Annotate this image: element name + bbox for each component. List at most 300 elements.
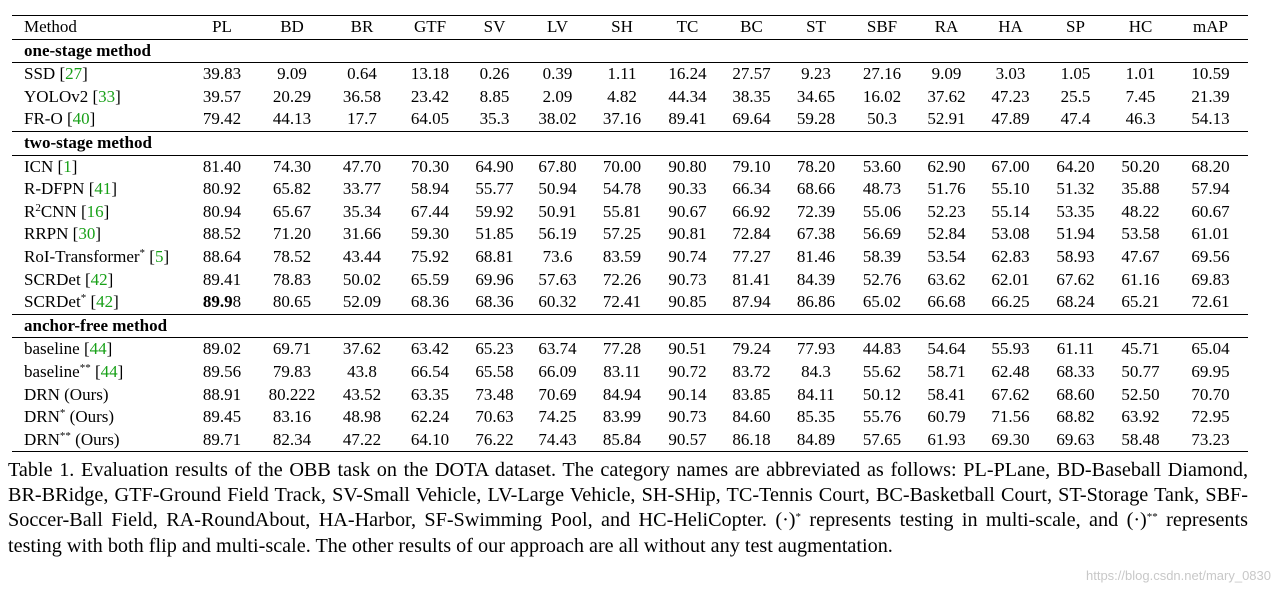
section-header-row xyxy=(12,131,1248,155)
value-cell: 69.96 xyxy=(475,269,514,289)
method-name: SCRDet xyxy=(24,292,81,312)
column-header: LV xyxy=(526,16,589,40)
value-cell: 69.56 xyxy=(1191,246,1230,266)
section-header-row xyxy=(12,39,1248,63)
value-cell: 65.02 xyxy=(862,292,902,312)
value-cell: 77.28 xyxy=(602,339,642,359)
value-cell: 55.76 xyxy=(862,407,902,427)
value-cell: 67.62 xyxy=(1056,269,1095,289)
value-cell: 50.91 xyxy=(538,201,577,221)
value-cell: 72.84 xyxy=(732,224,771,244)
value-cell: 4.82 xyxy=(607,86,637,106)
value-cell: 83.11 xyxy=(603,361,641,381)
column-header: TC xyxy=(655,16,720,40)
value-cell: 72.61 xyxy=(1191,292,1230,312)
value-cell: 83.59 xyxy=(602,246,642,266)
method-name-cell: RRPN [30] xyxy=(24,224,102,244)
method-superscript: ** xyxy=(79,361,91,374)
value-cell: 52.50 xyxy=(1121,384,1160,404)
value-cell: 90.14 xyxy=(668,384,707,404)
value-cell: 62.83 xyxy=(991,246,1030,266)
citation: 5 xyxy=(154,246,164,266)
value-cell: 46.3 xyxy=(1125,109,1156,129)
table-row xyxy=(12,108,1248,131)
method-name-cell: baseline [44] xyxy=(24,339,113,359)
value-cell: 9.09 xyxy=(277,64,307,84)
table-row xyxy=(12,86,1248,109)
value-cell: 33.77 xyxy=(342,179,382,199)
method-name-cell: ICN [1] xyxy=(24,156,78,176)
citation: 1 xyxy=(63,156,72,176)
value-cell: 83.72 xyxy=(732,361,771,381)
value-cell: 72.39 xyxy=(796,201,836,221)
value-cell: 2.09 xyxy=(542,86,573,106)
value-cell: 21.39 xyxy=(1191,86,1230,106)
value-cell: 69.64 xyxy=(732,109,771,129)
value-cell: 27.16 xyxy=(862,64,902,84)
value-cell: 0.26 xyxy=(479,64,510,84)
value-cell: 52.09 xyxy=(342,292,382,312)
value-cell: 55.93 xyxy=(991,339,1030,359)
table-row xyxy=(12,246,1248,269)
method-name: DRN xyxy=(24,429,60,449)
value-cell: 63.35 xyxy=(410,384,450,404)
value-cell: 55.10 xyxy=(991,179,1030,199)
value-cell: 66.54 xyxy=(410,361,450,381)
column-header: PL xyxy=(187,16,257,40)
citation: 44 xyxy=(100,361,118,381)
value-cell: 47.70 xyxy=(342,156,382,176)
value-cell: 73.23 xyxy=(1173,429,1248,452)
column-header: RA xyxy=(915,16,978,40)
value-cell: 89.71 xyxy=(187,429,257,452)
value-cell: 81.40 xyxy=(202,156,242,176)
table-row xyxy=(12,291,1248,314)
value-cell: 47.4 xyxy=(1060,109,1091,129)
value-cell: 68.60 xyxy=(1056,384,1095,404)
column-header: SBF xyxy=(849,16,915,40)
column-header: SH xyxy=(589,16,655,40)
value-cell: 70.70 xyxy=(1191,384,1230,404)
caption-notation-sup: * xyxy=(795,511,802,524)
section-title: one-stage method xyxy=(12,39,1248,63)
value-cell: 38.02 xyxy=(538,109,577,129)
value-cell: 58.94 xyxy=(410,179,450,199)
method-name-cell: RoI-Transformer* [5] xyxy=(24,246,170,266)
citation: 27 xyxy=(65,64,83,84)
value-cell: 78.20 xyxy=(796,156,836,176)
column-header: SP xyxy=(1043,16,1108,40)
value-cell: 80.222 xyxy=(268,384,316,404)
value-cell: 90.81 xyxy=(668,224,707,244)
value-cell: 10.59 xyxy=(1191,64,1230,84)
value-cell: 84.3 xyxy=(801,361,831,381)
value-cell: 89.41 xyxy=(202,269,242,289)
value-cell: 69.71 xyxy=(272,339,312,359)
value-rest-part: 8 xyxy=(232,292,242,312)
value-cell: 83.85 xyxy=(732,384,771,404)
table-row xyxy=(12,201,1248,224)
value-cell: 64.05 xyxy=(410,109,450,129)
value-cell: 62.90 xyxy=(927,156,966,176)
value-cell: 55.77 xyxy=(475,179,514,199)
value-cell: 65.21 xyxy=(1121,292,1160,312)
value-cell: 57.65 xyxy=(849,429,915,452)
value-cell: 68.36 xyxy=(410,292,450,312)
value-cell: 57.25 xyxy=(602,224,642,244)
value-cell: 90.85 xyxy=(668,292,707,312)
value-cell: 67.00 xyxy=(991,156,1030,176)
value-cell: 58.48 xyxy=(1108,429,1173,452)
value-cell: 55.62 xyxy=(862,361,902,381)
table-row xyxy=(12,384,1248,407)
method-name-cell: R-DFPN [41] xyxy=(24,179,118,199)
value-cell: 25.5 xyxy=(1060,86,1091,106)
value-cell: 80.94 xyxy=(202,201,242,221)
method-suffix: (Ours) xyxy=(70,429,120,449)
value-cell: 43.44 xyxy=(342,246,382,266)
value-cell: 52.76 xyxy=(862,269,902,289)
table-row xyxy=(12,269,1248,292)
value-cell: 35.34 xyxy=(342,201,382,221)
value-cell: 90.67 xyxy=(668,201,707,221)
column-header: BD xyxy=(257,16,327,40)
method-name-cell: YOLOv2 [33] xyxy=(24,86,121,106)
value-cell: 53.35 xyxy=(1056,201,1095,221)
caption-notation: (·) xyxy=(1126,509,1147,532)
table-row xyxy=(12,178,1248,201)
table-row xyxy=(12,406,1248,429)
method-name: baseline xyxy=(24,339,84,359)
results-table xyxy=(12,15,1248,452)
value-cell: 69.63 xyxy=(1043,429,1108,452)
method-superscript: * xyxy=(80,292,87,305)
value-cell: 59.28 xyxy=(796,109,836,129)
table-caption xyxy=(8,458,1248,559)
value-cell: 72.41 xyxy=(602,292,642,312)
watermark: https://blog.csdn.net/mary_0830 xyxy=(1085,568,1271,583)
value-cell: 70.30 xyxy=(410,156,450,176)
value-cell: 51.32 xyxy=(1056,179,1095,199)
value-cell: 3.03 xyxy=(995,64,1026,84)
value-cell: 74.25 xyxy=(538,407,577,427)
value-cell: 38.35 xyxy=(732,86,771,106)
value-cell: 50.77 xyxy=(1121,361,1160,381)
value-cell: 34.65 xyxy=(796,86,836,106)
value-cell: 90.51 xyxy=(668,339,707,359)
value-cell: 66.09 xyxy=(538,361,577,381)
value-cell: 35.3 xyxy=(479,109,510,129)
value-cell: 61.01 xyxy=(1191,224,1230,244)
value-cell: 53.60 xyxy=(862,156,902,176)
value-cell: 85.35 xyxy=(796,407,836,427)
value-cell: 13.18 xyxy=(410,64,450,84)
value-cell: 53.08 xyxy=(991,224,1030,244)
value-cell: 23.42 xyxy=(410,86,450,106)
method-suffix xyxy=(91,362,95,381)
value-cell: 45.71 xyxy=(1121,339,1160,359)
method-name: SSD xyxy=(24,64,60,84)
value-cell: 53.54 xyxy=(927,246,966,266)
column-header: GTF xyxy=(397,16,463,40)
method-name: baseline xyxy=(24,361,80,381)
value-cell: 58.71 xyxy=(927,361,966,381)
citation: 41 xyxy=(94,179,112,199)
value-cell: 1.05 xyxy=(1060,64,1091,84)
caption-text: represents testing in multi-scale, and xyxy=(801,509,1127,532)
method-name-cell: baseline** [44] xyxy=(24,361,124,381)
value-cell: 83.99 xyxy=(602,407,642,427)
value-cell: 84.60 xyxy=(732,407,771,427)
value-cell: 43.52 xyxy=(342,384,382,404)
value-cell: 55.14 xyxy=(991,201,1030,221)
value-cell: 68.20 xyxy=(1191,156,1230,176)
value-cell: 17.7 xyxy=(347,109,377,129)
method-name-cell xyxy=(12,406,187,429)
method-suffix xyxy=(145,247,149,266)
method-name: DRN (Ours) xyxy=(24,384,109,404)
method-name-cell: FR-O [40] xyxy=(24,109,96,129)
value-cell: 70.63 xyxy=(475,407,514,427)
value-cell: 89.02 xyxy=(202,339,242,359)
method-suffix: (Ours) xyxy=(65,407,115,427)
method-superscript: ** xyxy=(59,429,71,442)
value-cell: 67.38 xyxy=(796,224,836,244)
value-cell xyxy=(187,291,257,314)
value-cell: 66.34 xyxy=(732,179,771,199)
value-cell: 90.80 xyxy=(668,156,707,176)
value-cell: 87.94 xyxy=(732,292,771,312)
value-cell: 78.52 xyxy=(272,246,312,266)
value-cell: 71.56 xyxy=(991,407,1030,427)
table-row xyxy=(12,155,1248,178)
value-cell: 0.39 xyxy=(542,64,573,84)
value-cell: 84.39 xyxy=(796,269,836,289)
table-header-row xyxy=(12,16,1248,40)
value-cell: 63.74 xyxy=(538,339,577,359)
value-cell: 39.83 xyxy=(202,64,242,84)
table-row xyxy=(12,63,1248,86)
value-cell: 79.24 xyxy=(732,339,771,359)
value-cell: 89.41 xyxy=(668,109,707,129)
section-title: two-stage method xyxy=(12,131,1248,155)
citation: 44 xyxy=(89,339,107,359)
method-suffix: CNN xyxy=(40,201,81,221)
citation: 42 xyxy=(90,269,108,289)
value-cell: 1.11 xyxy=(607,64,637,84)
value-cell: 52.91 xyxy=(927,109,966,129)
method-name: RoI-Transformer xyxy=(24,246,140,266)
method-name: DRN xyxy=(24,407,60,427)
value-cell: 65.23 xyxy=(475,339,514,359)
value-cell: 35.88 xyxy=(1121,179,1160,199)
value-cell: 81.41 xyxy=(732,269,771,289)
column-header: SV xyxy=(463,16,526,40)
value-cell: 62.01 xyxy=(991,269,1030,289)
value-cell: 62.24 xyxy=(410,407,450,427)
column-header: HC xyxy=(1108,16,1173,40)
value-cell: 56.19 xyxy=(538,224,577,244)
value-cell: 37.62 xyxy=(927,86,966,106)
value-cell: 47.89 xyxy=(991,109,1030,129)
value-cell: 73.6 xyxy=(542,246,573,266)
value-cell: 65.82 xyxy=(272,179,312,199)
value-cell: 89.45 xyxy=(202,407,242,427)
value-cell: 58.93 xyxy=(1056,246,1095,266)
method-name: SCRDet xyxy=(24,269,85,289)
column-header: BC xyxy=(720,16,783,40)
value-cell: 86.18 xyxy=(720,429,783,452)
value-cell: 84.94 xyxy=(602,384,642,404)
citation: 16 xyxy=(86,201,104,221)
value-cell: 64.10 xyxy=(397,429,463,452)
caption-text: Table 1. Evaluation results of the OBB task on the DOTA dataset. The category names are abbreviated as follows: PL-PLane, BD-Baseball Diamond, BR-BRidge, GTF-Ground Field Track, SV-Small Vehicle, LV-Large Vehicle, SH-SHip, TC-Tennis Court, BC-Basketball Court, ST-Storage Tank, SBF-Soccer-Ball Field, RA-RoundAbout, HA-Harbor, SF-Swimming Pool, and HC-HeliCopter. xyxy=(8,459,1248,532)
value-cell: 77.93 xyxy=(796,339,836,359)
value-cell: 70.69 xyxy=(538,384,577,404)
value-cell: 27.57 xyxy=(732,64,771,84)
section-title: anchor-free method xyxy=(12,314,1248,338)
method-name-cell: $R^2CNN$ [16] xyxy=(24,201,110,221)
value-cell: 47.67 xyxy=(1121,246,1160,266)
results-table-container xyxy=(12,15,1248,452)
value-cell: 44.34 xyxy=(668,86,707,106)
value-cell: 88.91 xyxy=(202,384,242,404)
value-cell: 48.73 xyxy=(862,179,902,199)
value-cell: 65.67 xyxy=(272,201,312,221)
value-cell: 66.25 xyxy=(991,292,1030,312)
value-cell: 16.02 xyxy=(862,86,902,106)
method-superscript: * xyxy=(59,407,66,420)
value-cell: 31.66 xyxy=(342,224,382,244)
value-cell: 77.27 xyxy=(732,246,771,266)
value-cell: 74.43 xyxy=(526,429,589,452)
value-cell: 76.22 xyxy=(463,429,526,452)
value-cell: 71.20 xyxy=(272,224,312,244)
method-name: FR-O xyxy=(24,109,67,129)
value-cell: 61.93 xyxy=(915,429,978,452)
value-cell: 54.78 xyxy=(602,179,642,199)
value-cell: 90.33 xyxy=(668,179,707,199)
value-cell: 59.30 xyxy=(410,224,450,244)
value-cell: 67.62 xyxy=(991,384,1030,404)
value-cell: 79.83 xyxy=(272,361,312,381)
method-name: R xyxy=(24,201,36,221)
table-row xyxy=(12,429,1248,452)
value-cell: 73.48 xyxy=(475,384,514,404)
column-header: BR xyxy=(327,16,397,40)
value-cell: 7.45 xyxy=(1125,86,1156,106)
value-cell: 0.64 xyxy=(347,64,377,84)
method-name-cell: SCRDet* [42] xyxy=(24,292,119,312)
value-cell: 48.98 xyxy=(342,407,382,427)
table-row xyxy=(12,361,1248,384)
value-cell: 79.42 xyxy=(202,109,242,129)
value-cell: 68.81 xyxy=(475,246,514,266)
column-header: mAP xyxy=(1173,16,1248,40)
caption-text: represents testing with both flip and multi-scale. The other results of our approach are all without any test augmentation. xyxy=(8,509,1248,557)
value-cell: 61.16 xyxy=(1121,269,1160,289)
value-cell: 56.69 xyxy=(862,224,902,244)
value-cell: 66.68 xyxy=(927,292,966,312)
value-cell: 84.11 xyxy=(797,384,835,404)
value-cell: 72.95 xyxy=(1191,407,1230,427)
value-cell: 90.74 xyxy=(668,246,707,266)
method-name: R-DFPN xyxy=(24,179,89,199)
value-cell: 63.92 xyxy=(1121,407,1160,427)
value-cell: 37.62 xyxy=(342,339,382,359)
value-cell: 65.59 xyxy=(410,269,450,289)
value-cell: 68.82 xyxy=(1056,407,1095,427)
value-cell: 9.23 xyxy=(801,64,831,84)
value-cell: 51.76 xyxy=(927,179,966,199)
method-name-cell xyxy=(12,384,187,407)
value-cell: 86.86 xyxy=(796,292,836,312)
value-cell: 50.3 xyxy=(867,109,897,129)
caption-notation-sup: ** xyxy=(1146,511,1158,524)
value-cell: 75.92 xyxy=(410,246,450,266)
value-cell: 47.23 xyxy=(991,86,1030,106)
value-cell: 68.24 xyxy=(1056,292,1095,312)
value-cell: 50.02 xyxy=(342,269,382,289)
value-cell: 89.56 xyxy=(202,361,242,381)
citation: 30 xyxy=(78,224,96,244)
value-cell: 58.41 xyxy=(927,384,966,404)
value-cell: 50.94 xyxy=(538,179,577,199)
value-cell: 60.67 xyxy=(1191,201,1230,221)
value-cell: 20.29 xyxy=(272,86,312,106)
value-cell: 53.58 xyxy=(1121,224,1160,244)
value-cell: 84.89 xyxy=(783,429,849,452)
value-cell: 8.85 xyxy=(479,86,510,106)
value-cell: 78.83 xyxy=(272,269,312,289)
value-cell: 67.80 xyxy=(538,156,577,176)
value-cell: 72.26 xyxy=(602,269,642,289)
value-cell: 68.36 xyxy=(475,292,514,312)
value-cell: 69.83 xyxy=(1191,269,1230,289)
method-name: RRPN xyxy=(24,224,73,244)
value-cell: 39.57 xyxy=(202,86,242,106)
value-cell: 82.34 xyxy=(257,429,327,452)
value-cell: 74.30 xyxy=(272,156,312,176)
value-cell: 64.90 xyxy=(475,156,514,176)
value-cell: 69.30 xyxy=(978,429,1043,452)
value-cell: 37.16 xyxy=(602,109,642,129)
value-cell: 69.95 xyxy=(1191,361,1230,381)
value-cell: 50.12 xyxy=(862,384,902,404)
table-row xyxy=(12,223,1248,246)
citation: 33 xyxy=(98,86,116,106)
column-header: HA xyxy=(978,16,1043,40)
value-cell: 48.22 xyxy=(1121,201,1160,221)
value-cell: 68.33 xyxy=(1056,361,1095,381)
value-cell: 90.72 xyxy=(668,361,707,381)
value-cell: 81.46 xyxy=(796,246,836,266)
table-row xyxy=(12,338,1248,361)
value-cell: 51.85 xyxy=(475,224,514,244)
value-cell: 90.57 xyxy=(655,429,720,452)
value-cell: 64.20 xyxy=(1056,156,1095,176)
value-cell: 90.73 xyxy=(668,269,707,289)
value-cell: 43.8 xyxy=(347,361,377,381)
value-cell: 83.16 xyxy=(272,407,312,427)
table-body xyxy=(12,39,1248,452)
method-superscript: 2 xyxy=(35,201,41,214)
citation: 40 xyxy=(72,109,90,129)
value-cell: 90.73 xyxy=(668,407,707,427)
value-cell: 79.10 xyxy=(732,156,771,176)
method-name-cell: SSD [27] xyxy=(24,64,88,84)
value-cell: 50.20 xyxy=(1121,156,1160,176)
